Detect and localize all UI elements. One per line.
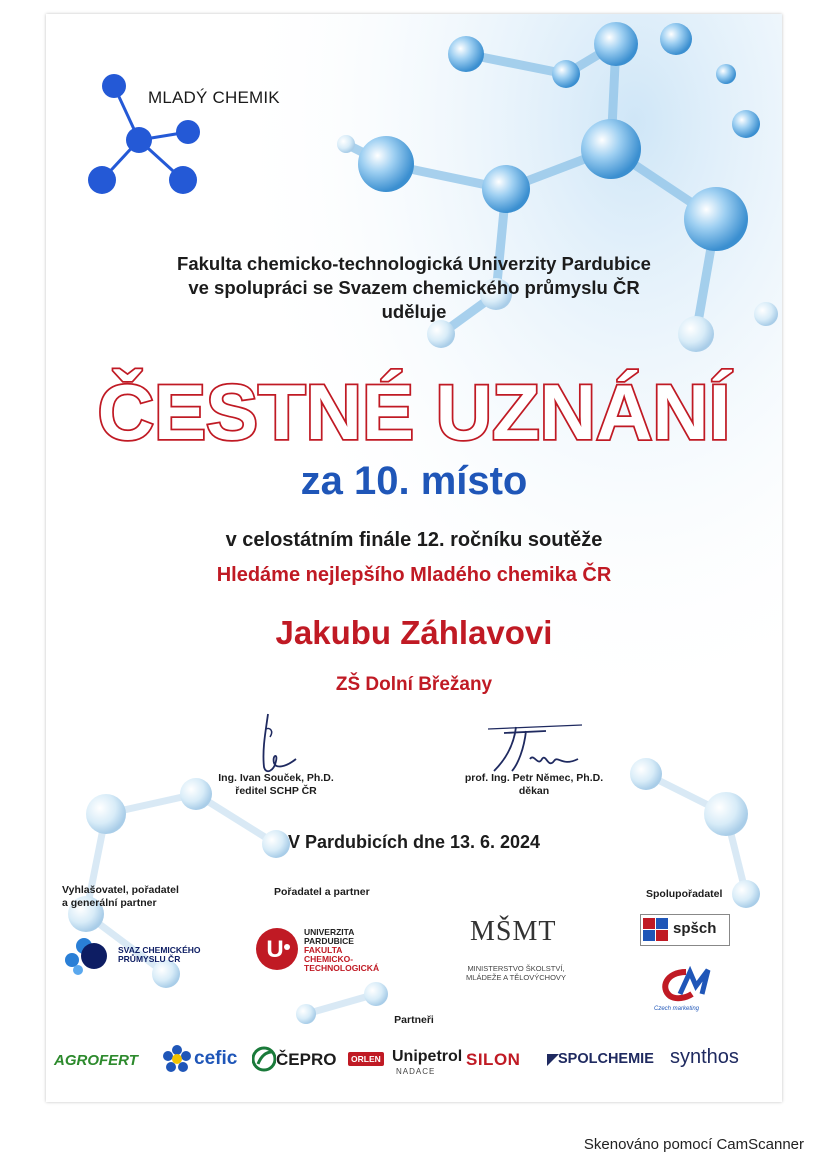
intro-line-1: Fakulta chemicko-technologická Univerzity Pardubice <box>177 253 651 274</box>
upce-line-5: TECHNOLOGICKÁ <box>304 963 380 973</box>
intro-line-3: uděluje <box>381 301 447 322</box>
organizer-label: Pořadatel a partner <box>274 886 370 898</box>
schp-line-2: PRŮMYSLU ČR <box>118 954 181 964</box>
upce-line-3: FAKULTA <box>304 945 343 955</box>
announcer-label <box>62 884 179 910</box>
recipient-school: ZŠ Dolní Břežany <box>335 674 493 695</box>
svg-text:U: U <box>266 936 284 963</box>
signatory-right-name: prof. Ing. Petr Němec, Ph.D. <box>464 772 604 784</box>
intro-line-2: ve spolupráci se Svazem chemického průmyslu ČR <box>188 277 640 298</box>
msmt-line-2: MLÁDEŽE A TĚLOVÝCHOVY <box>466 973 566 982</box>
orlen-logo: ORLEN <box>348 1052 384 1066</box>
schp-logo-text <box>118 946 201 964</box>
partners-label: Partneři <box>394 1014 434 1026</box>
signature-right-icon <box>486 719 586 779</box>
silon-logo: SILON <box>466 1050 521 1069</box>
competition-name: Hledáme nejlepšího Mladého chemika ČR <box>216 564 612 586</box>
coorganizer-label: Spolupořadatel <box>646 888 723 900</box>
signatory-left-name: Ing. Ivan Souček, Ph.D. <box>218 772 334 784</box>
spsch-logo <box>640 914 730 946</box>
upce-line-4: CHEMICKO- <box>304 954 354 964</box>
synthos-logo: synthos <box>670 1046 739 1068</box>
upce-logo-icon <box>254 926 300 972</box>
signatory-left-role: ředitel SCHP ČR <box>235 785 317 797</box>
spsch-logo-icon <box>643 918 669 942</box>
cefic-logo-text: cefic <box>194 1048 238 1069</box>
upce-line-1: UNIVERZITA <box>304 927 355 937</box>
upce-line-2: PARDUBICE <box>304 936 354 946</box>
scanner-footer: Skenováno pomocí CamScanner <box>583 1136 804 1153</box>
cepro-logo-icon <box>252 1046 276 1072</box>
award-title-text: ČESTNÉ UZNÁNÍ <box>97 368 731 456</box>
award-title <box>46 359 782 459</box>
signatory-right <box>444 772 624 798</box>
schp-logo-icon <box>58 934 116 978</box>
nadace-text: NADACE <box>396 1067 436 1076</box>
issue-date: V Pardubicích dne 13. 6. 2024 <box>287 832 541 852</box>
announcer-label-line-1: Vyhlašovatel, pořadatel <box>62 884 179 896</box>
cm-logo-icon <box>656 966 714 1006</box>
recipient-name: Jakubu Záhlavovi <box>275 614 553 651</box>
msmt-logo: MŠMT <box>470 916 557 947</box>
certificate-page <box>46 14 782 1102</box>
agrofert-logo: AGROFERT <box>54 1052 138 1069</box>
announcer-label-line-2: a generální partner <box>62 897 157 909</box>
schp-line-1: SVAZ CHEMICKÉHO <box>118 945 201 955</box>
upce-logo-text <box>304 928 379 973</box>
award-place: za 10. místo <box>300 459 528 503</box>
unipetrol-logo: Unipetrol <box>392 1048 463 1065</box>
signature-left-icon <box>246 709 306 779</box>
cefic-logo-icon <box>162 1044 192 1074</box>
brand-title: MLADÝ CHEMIK <box>148 88 280 107</box>
msmt-logo-text <box>444 964 588 982</box>
signatory-right-role: děkan <box>518 785 550 797</box>
spolchemie-logo: SPOLCHEMIE <box>558 1051 654 1067</box>
signatory-left <box>196 772 356 798</box>
cepro-logo-text: ČEPRO <box>276 1050 337 1069</box>
award-description: v celostátním finále 12. ročníku soutěže <box>225 529 603 551</box>
msmt-line-1: MINISTERSTVO ŠKOLSTVÍ, <box>467 964 565 973</box>
cm-logo-tagline: Czech marketing <box>654 1006 700 1012</box>
spsch-logo-text: spšch <box>673 920 717 937</box>
